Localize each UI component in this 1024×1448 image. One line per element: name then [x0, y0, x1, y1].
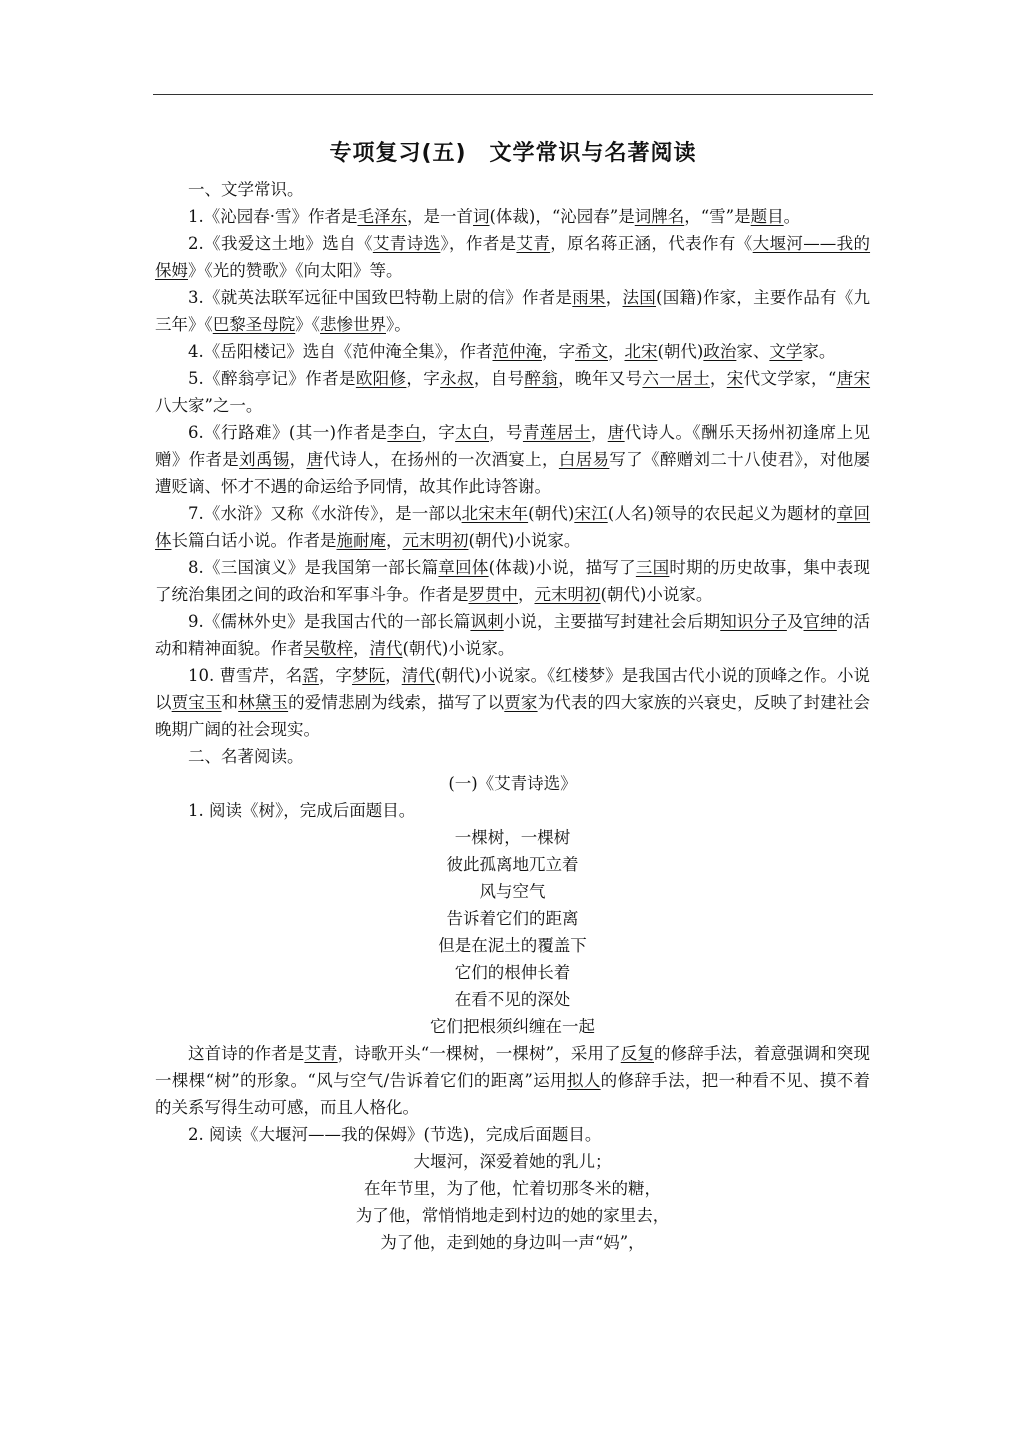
answer-blank: 白居易: [558, 450, 610, 469]
answer-blank: 清代: [369, 639, 403, 658]
poem-line: 在年节里，为了他，忙着切那冬米的糖，: [364, 1179, 661, 1198]
literature-item: 3.《就英法联军远征中国致巴特勒上尉的信》作者是雨果，法国(国籍)作家，主要作品有《九三年》《巴黎圣母院》《悲惨世界》。: [155, 288, 871, 334]
literature-item: 9.《儒林外史》是我国古代的一部长篇讽刺小说，主要描写封建社会后期知识分子及官绅的活动和精神面貌。作者吴敬梓，清代(朝代)小说家。: [155, 612, 870, 658]
question-1-prompt: 1. 阅读《树》，完成后面题目。: [188, 801, 416, 820]
poem-line: 大堰河，深爱着她的乳儿；: [413, 1152, 612, 1171]
poem-line: 彼此孤离地兀立着: [446, 855, 579, 874]
answer-blank: 元末明初: [534, 585, 601, 604]
answer-blank: 大堰河——我的保姆: [155, 234, 871, 280]
poem-line: 它们把根须纠缠在一起: [430, 1017, 595, 1036]
subheading-aiqing: (一)《艾青诗选》: [448, 774, 577, 793]
answer-blank: 章回体: [155, 504, 871, 550]
answer-blank: 词牌名: [634, 207, 685, 226]
answer-blank: 吴敬梓: [303, 639, 353, 658]
poem-tree: [155, 824, 870, 1040]
section-heading-reading: 二、名著阅读。: [188, 747, 304, 766]
answer-blank: 艾青: [304, 1044, 338, 1063]
document-body: [155, 176, 870, 1256]
answer-blank: 宋: [726, 369, 744, 388]
answer-blank: 毛泽东: [357, 207, 407, 226]
literature-items: [155, 203, 870, 743]
answer-blank: 贾宝玉: [171, 693, 222, 712]
literature-item: 6.《行路难》(其一)作者是李白，字太白，号青莲居士，唐代诗人。《酬乐天扬州初逢席上见赠》作者是刘禹锡，唐代诗人，在扬州的一次酒宴上，白居易写了《醉赠刘二十八使君》，对他屡遭贬谪、怀才不遇的命运给予同情，故其作此诗答谢。: [155, 423, 871, 496]
poem-line: 告诉着它们的距离: [446, 909, 579, 928]
answer-blank: 醉翁: [524, 369, 559, 388]
answer-blank: 施耐庵: [336, 531, 386, 550]
poem-dayanhe: [155, 1148, 870, 1256]
answer-blank: 题目: [750, 207, 784, 226]
answer-blank: 青莲居士: [522, 423, 591, 442]
answer-blank: 唐: [306, 450, 324, 469]
answer-blank: 霑: [302, 666, 319, 685]
answer-blank: 知识分子: [720, 612, 787, 631]
literature-item: 1.《沁园春·雪》作者是毛泽东，是一首词(体裁)，“沁园春”是词牌名，“雪”是题目。: [188, 207, 801, 226]
poem-line: 为了他，走到她的身边叫一声“妈”，: [380, 1233, 645, 1252]
literature-item: 7.《水浒》又称《水浒传》，是一部以北宋末年(朝代)宋江(人名)领导的农民起义为题材的章回体长篇白话小说。作者是施耐庵，元末明初(朝代)小说家。: [155, 504, 871, 550]
answer-blank: 永叔: [440, 369, 474, 388]
literature-item: 8.《三国演义》是我国第一部长篇章回体(体裁)小说，描写了三国时期的历史故事，集中表现了统治集团之间的政治和军事斗争。作者是罗贯中，元末明初(朝代)小说家。: [155, 558, 871, 604]
literature-item: 5.《醉翁亭记》作者是欧阳修，字永叔，自号醉翁，晚年又号六一居士，宋代文学家，“唐宋八大家”之一。: [155, 369, 871, 415]
answer-blank: 刘禹锡: [239, 450, 290, 469]
question-2-prompt: 2. 阅读《大堰河——我的保姆》(节选)，完成后面题目。: [188, 1125, 602, 1144]
answer-blank: 北宋末年: [461, 504, 529, 523]
question-1-answer: 这首诗的作者是艾青，诗歌开头“一棵树，一棵树”，采用了反复的修辞手法，着意强调和突现一棵棵“树”的形象。“风与空气/告诉着它们的距离”运用拟人的修辞手法，把一种看不见、摸不着的关系写得生动可感，而且人格化。: [155, 1044, 871, 1117]
answer-blank: 清代: [401, 666, 435, 685]
answer-blank: 北宋: [624, 342, 658, 361]
answer-blank: 元末明初: [402, 531, 469, 550]
literature-item: 4.《岳阳楼记》选自《范仲淹全集》，作者范仲淹，字希文，北宋(朝代)政治家、文学家。: [188, 342, 836, 361]
answer-blank: 艾青: [516, 234, 551, 253]
answer-blank: 拟人: [566, 1071, 601, 1090]
page-title: 专项复习(五) 文学常识与名著阅读: [329, 141, 697, 166]
poem-line: 为了他，常悄悄地走到村边的她的家里去，: [355, 1206, 670, 1225]
poem-line: 它们的根伸长着: [454, 963, 571, 982]
answer-blank: 政治: [703, 342, 737, 361]
answer-blank: 反复: [620, 1044, 654, 1063]
answer-blank: 太白: [455, 423, 490, 442]
answer-blank: 法国: [622, 288, 657, 307]
answer-blank: 唐: [607, 423, 625, 442]
answer-blank: 希文: [575, 342, 608, 361]
answer-blank: 林黛玉: [238, 693, 289, 712]
answer-blank: 唐宋: [836, 369, 871, 388]
answer-blank: 三国: [635, 558, 670, 577]
literature-item: 10. 曹雪芹，名霑，字梦阮，清代(朝代)小说家。《红楼梦》是我国古代小说的顶峰之作。小说以贾宝玉和林黛玉的爱情悲剧为线索，描写了以贾家为代表的四大家族的兴衰史，反映了封建社会晚期广阔的社会现实。: [155, 666, 871, 739]
answer-blank: 六一居士: [642, 369, 710, 388]
answer-blank: 艾青诗选: [372, 234, 441, 253]
answer-blank: 词: [473, 207, 490, 226]
answer-blank: 李白: [387, 423, 422, 442]
header-rule: [153, 94, 873, 95]
answer-blank: 梦阮: [352, 666, 386, 685]
literature-item: 2.《我爱这土地》选自《艾青诗选》，作者是艾青，原名蒋正涵，代表作有《大堰河——我的保姆》《光的赞歌》《向太阳》等。: [155, 234, 871, 280]
poem-line: 在看不见的深处: [454, 990, 571, 1009]
answer-blank: 悲惨世界: [320, 315, 386, 334]
answer-blank: 讽刺: [470, 612, 504, 631]
answer-blank: 雨果: [572, 288, 606, 307]
answer-blank: 巴黎圣母院: [212, 315, 296, 334]
answer-blank: 范仲淹: [492, 342, 542, 361]
answer-blank: 贾家: [504, 693, 538, 712]
poem-line: 风与空气: [479, 882, 546, 901]
answer-blank: 罗贯中: [468, 585, 518, 604]
poem-line: 但是在泥土的覆盖下: [438, 936, 587, 955]
poem-line: 一棵树，一棵树: [454, 828, 571, 847]
answer-blank: 欧阳修: [355, 369, 407, 388]
answer-blank: 章回体: [438, 558, 489, 577]
answer-blank: 官绅: [803, 612, 837, 631]
answer-blank: 宋江: [574, 504, 608, 523]
answer-blank: 文学: [769, 342, 803, 361]
section-heading-literature: 一、文学常识。: [188, 180, 304, 199]
